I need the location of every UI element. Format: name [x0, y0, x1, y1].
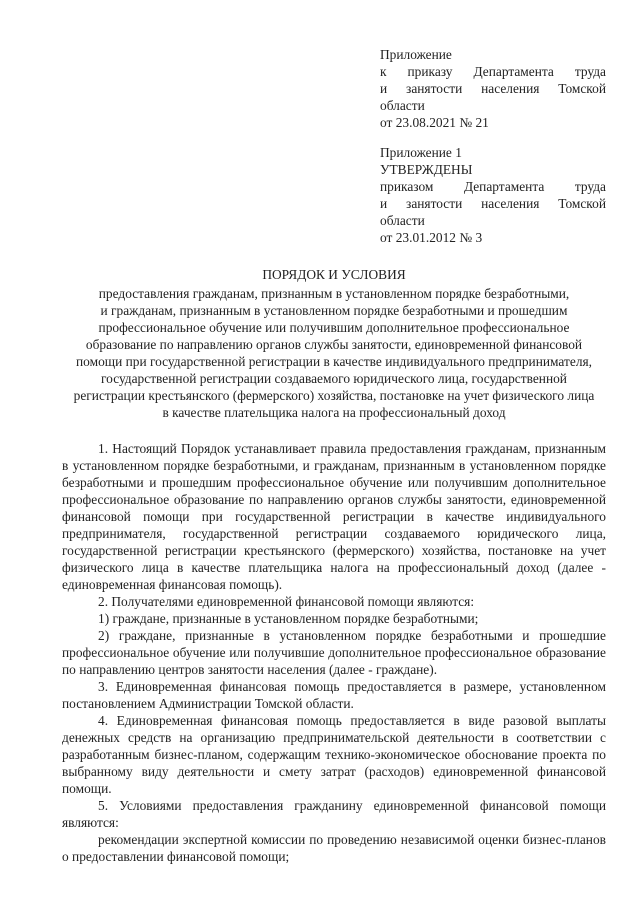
- document-body: [62, 440, 606, 865]
- appendix-line: области: [380, 98, 425, 113]
- subtitle-line: государственной регистрации создаваемого юридического лица, государственной: [101, 371, 567, 386]
- subtitle-line: профессиональное обучение или получившим дополнительное профессиональное: [98, 320, 570, 335]
- paragraph-2-item-2: 2) граждане, признанные в установленном порядке безработными и прошедшие профессиональное обучение или получившие дополнительное профессиональное образование по направлению центров занятости населения (далее - граждане).: [62, 628, 606, 677]
- approved-stamp-text: УТВЕРЖДЕНЫ: [380, 162, 473, 177]
- subtitle-line: предоставления гражданам, признанным в установленном порядке безработными,: [98, 286, 570, 301]
- appendix-line: области: [380, 213, 425, 228]
- document-title: ПОРЯДОК И УСЛОВИЯ: [262, 267, 406, 282]
- appendix-label: Приложение 1: [380, 145, 462, 160]
- paragraph-2: 2. Получателями единовременной финансовой помощи являются:: [98, 594, 475, 609]
- appendix-date-number: от 23.01.2012 № 3: [380, 230, 483, 245]
- subtitle-line: и гражданам, признанным в установленном порядке безработными и прошедшим: [100, 303, 568, 318]
- appendix-order-block: [380, 46, 606, 131]
- appendix-line: приказом Департамента труда: [380, 179, 606, 194]
- appendix-date-number: от 23.08.2021 № 21: [380, 115, 489, 130]
- paragraph-3: 3. Единовременная финансовая помощь предоставляется в размере, установленном постановлением Администрации Томской области.: [62, 679, 606, 711]
- paragraph-5-condition-1: рекомендации экспертной комиссии по проведению независимой оценки бизнес-планов о предоставлении финансовой помощи;: [62, 832, 606, 864]
- subtitle-line: в качестве плательщика налога на профессиональный доход: [162, 405, 506, 420]
- subtitle-line: регистрации крестьянского (фермерского) хозяйства, постановке на учет физического лица: [73, 388, 595, 403]
- paragraph-2-item-1: 1) граждане, признанные в установленном порядке безработными;: [98, 611, 479, 626]
- paragraph-1: 1. Настоящий Порядок устанавливает правила предоставления гражданам, признанным в установленном порядке безработными, и гражданам, признанным в установленном порядке безработными и прошедшим профессиональное обучение или получившим дополнительное профессиональное образование по направлению органов службы занятости, единовременной финансовой помощи при государственной регистрации в качестве индивидуального предпринимателя, государственной регистрации создаваемого юридического лица, государственной регистрации крестьянского (фермерского) хозяйства, постановке на учет физического лица в качестве плательщика налога на профессиональный доход (далее - единовременная финансовая помощь).: [62, 441, 606, 592]
- paragraph-5: 5. Условиями предоставления гражданину единовременной финансовой помощи являются:: [62, 798, 606, 830]
- subtitle-line: помощи при государственной регистрации в качестве индивидуального предпринимателя,: [75, 354, 593, 369]
- paragraph-4: 4. Единовременная финансовая помощь предоставляется в виде разовой выплаты денежных средств на организацию предпринимательской деятельности в соответствии с разработанным бизнес-планом, содержащим технико-экономическое обоснование проекта по выбранному виду деятельности и смету затрат (расходов) единовременной финансовой помощи.: [62, 713, 606, 796]
- document-title-block: [62, 266, 606, 421]
- subtitle-line: образование по направлению органов службы занятости, единовременной финансовой: [85, 337, 583, 352]
- appendix-approved-block: [380, 144, 606, 246]
- appendix-line: к приказу Департамента труда: [380, 64, 606, 79]
- appendix-line: и занятости населения Томской: [380, 196, 606, 211]
- appendix-line: и занятости населения Томской: [380, 81, 606, 96]
- appendix-label: Приложение: [380, 47, 452, 62]
